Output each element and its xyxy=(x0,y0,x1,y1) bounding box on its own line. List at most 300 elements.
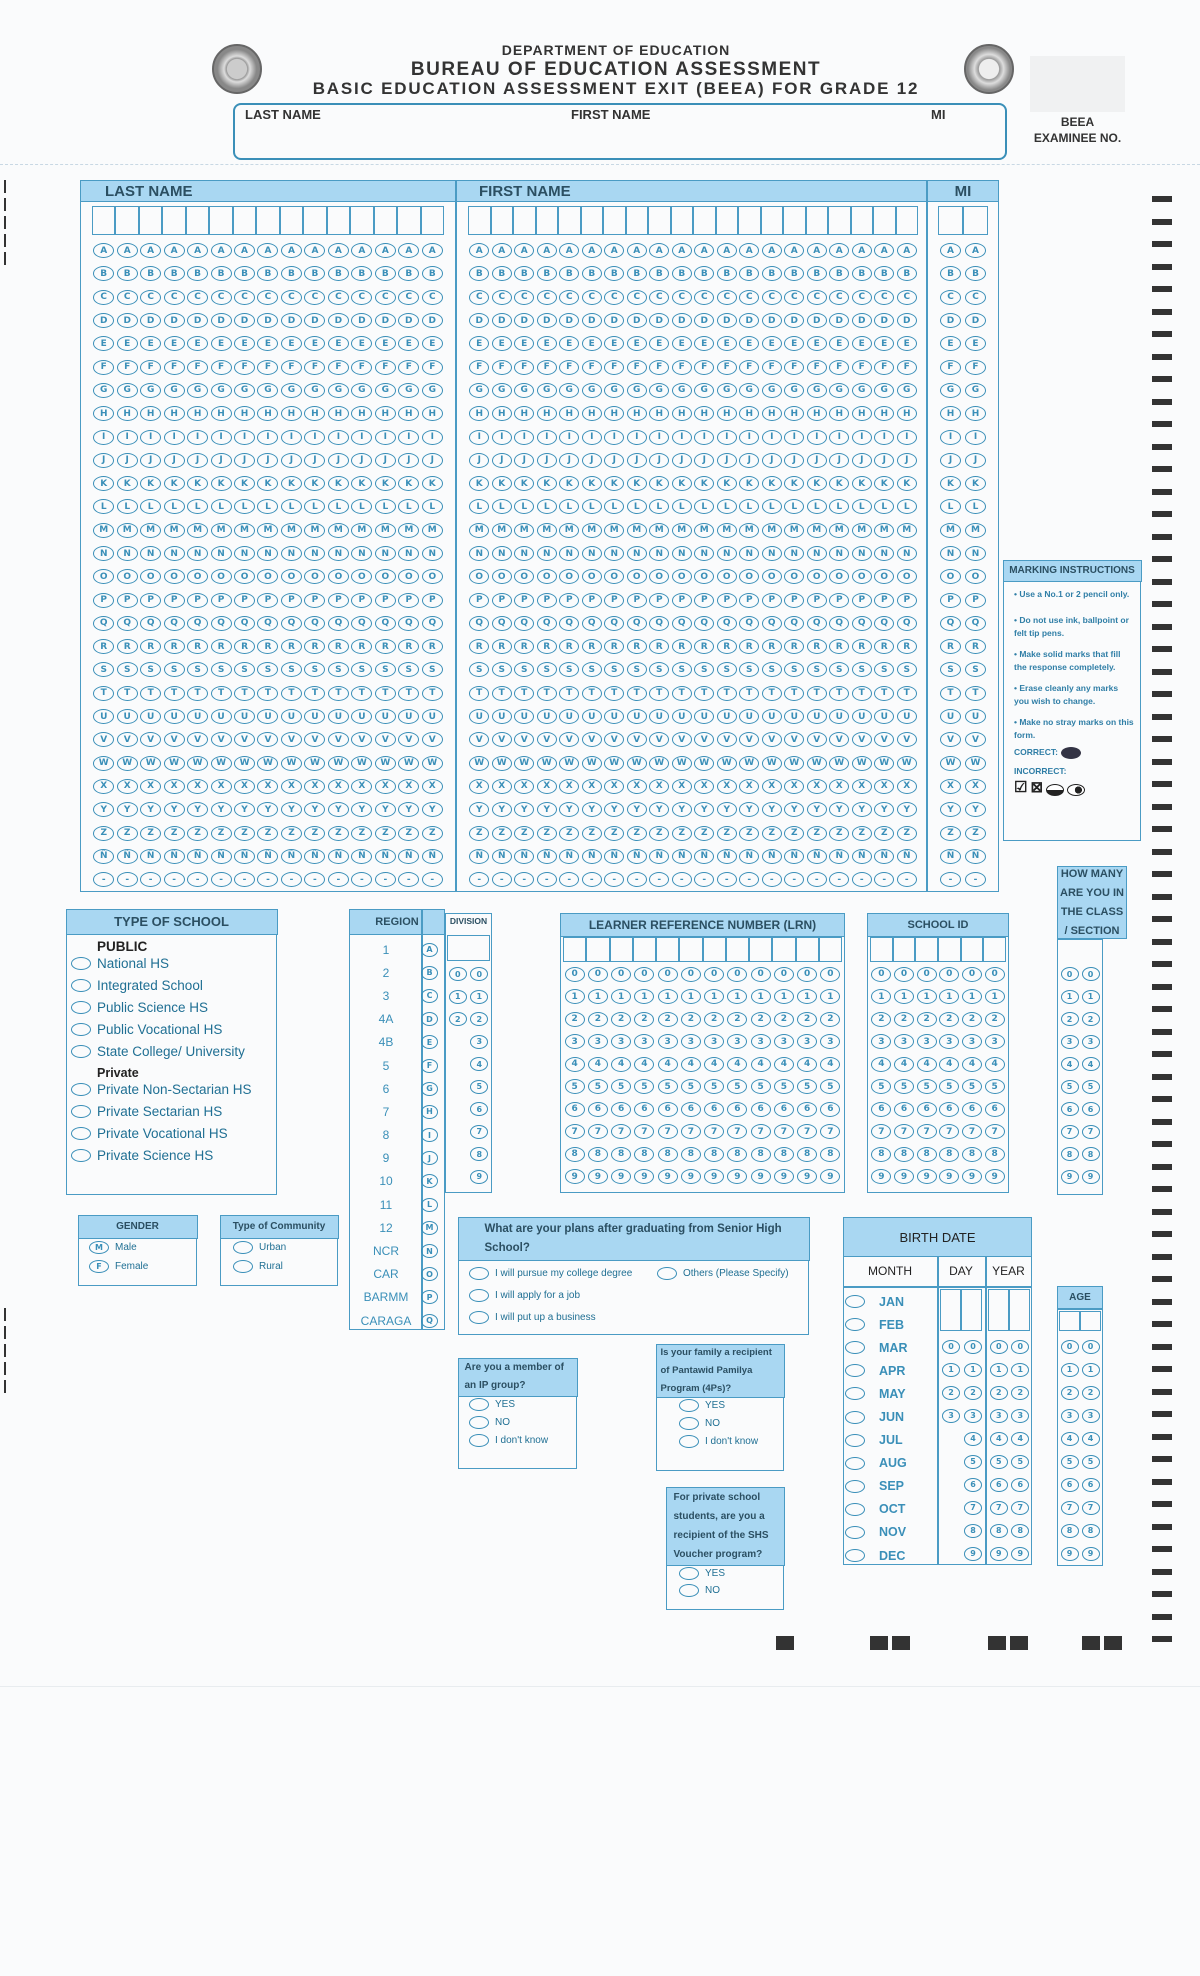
gender-female-option[interactable] xyxy=(89,1260,196,1273)
first-name-bubble[interactable]: G xyxy=(694,383,714,398)
first-name-bubble[interactable]: F xyxy=(829,360,849,375)
write-cell[interactable] xyxy=(633,937,656,962)
age-bubble[interactable]: 8 xyxy=(1082,1524,1100,1538)
last-name-bubble[interactable]: K xyxy=(422,476,443,491)
first-name-bubble[interactable]: - xyxy=(717,872,737,887)
lrn-bubble[interactable]: 8 xyxy=(774,1147,794,1162)
division-bubble[interactable]: 0 xyxy=(470,967,488,981)
write-cell[interactable] xyxy=(648,206,671,235)
first-name-bubble[interactable]: H xyxy=(582,406,602,421)
first-name-bubble[interactable]: Z xyxy=(784,826,804,841)
last-name-bubble[interactable]: - xyxy=(328,872,349,887)
first-name-bubble[interactable]: P xyxy=(559,593,579,608)
first-name-bubble[interactable]: H xyxy=(874,406,894,421)
lrn-bubble[interactable]: 3 xyxy=(611,1034,631,1049)
last-name-bubble[interactable]: V xyxy=(117,732,138,747)
first-name-bubble[interactable]: V xyxy=(649,732,669,747)
first-name-bubble[interactable]: G xyxy=(604,383,624,398)
year-bubble[interactable]: 8 xyxy=(990,1524,1008,1538)
write-cell[interactable] xyxy=(983,937,1006,962)
first-name-bubble[interactable]: B xyxy=(897,266,917,281)
class-count-bubble[interactable]: 4 xyxy=(1082,1057,1100,1071)
last-name-bubble[interactable]: E xyxy=(117,336,138,351)
year-bubble[interactable]: 4 xyxy=(1011,1432,1029,1446)
examinee-box[interactable] xyxy=(1030,56,1125,112)
first-name-bubble[interactable]: H xyxy=(514,406,534,421)
first-name-bubble[interactable]: T xyxy=(672,686,692,701)
last-name-bubble[interactable]: S xyxy=(234,662,255,677)
public-school-bubble[interactable] xyxy=(71,1001,91,1014)
last-name-bubble[interactable]: Y xyxy=(257,802,278,817)
last-name-bubble[interactable]: P xyxy=(211,593,232,608)
lrn-bubble[interactable]: 7 xyxy=(681,1124,701,1139)
first-name-bubble[interactable]: B xyxy=(672,266,692,281)
first-name-bubble[interactable]: T xyxy=(514,686,534,701)
mi-bubble[interactable]: P xyxy=(940,593,961,608)
region-row[interactable] xyxy=(351,1100,443,1123)
first-name-bubble[interactable]: E xyxy=(694,336,714,351)
last-name-bubble[interactable]: F xyxy=(93,360,114,375)
mi-bubble[interactable]: I xyxy=(940,430,961,445)
first-name-bubble[interactable]: U xyxy=(874,709,894,724)
last-name-bubble[interactable]: T xyxy=(164,686,185,701)
lrn-bubble[interactable]: 9 xyxy=(658,1169,678,1184)
last-name-bubble[interactable]: G xyxy=(140,383,161,398)
last-name-bubble[interactable]: Q xyxy=(398,616,419,631)
first-name-bubble[interactable]: I xyxy=(469,430,489,445)
first-name-bubble[interactable]: P xyxy=(717,593,737,608)
first-name-bubble[interactable]: D xyxy=(672,313,692,328)
first-name-bubble[interactable]: M xyxy=(784,523,804,538)
last-name-bubble[interactable]: X xyxy=(117,779,138,794)
first-name-bubble[interactable]: Y xyxy=(807,802,827,817)
last-name-bubble[interactable]: O xyxy=(328,569,349,584)
first-name-bubble[interactable]: H xyxy=(672,406,692,421)
last-name-bubble[interactable]: B xyxy=(187,266,208,281)
first-name-bubble[interactable]: S xyxy=(829,662,849,677)
first-name-bubble[interactable]: P xyxy=(537,593,557,608)
lrn-bubble[interactable]: 5 xyxy=(658,1079,678,1094)
lrn-bubble[interactable]: 7 xyxy=(565,1124,585,1139)
last-name-bubble[interactable]: D xyxy=(328,313,349,328)
month-bubble[interactable] xyxy=(845,1295,865,1308)
voucher-bubble[interactable] xyxy=(679,1567,699,1580)
last-name-bubble[interactable]: J xyxy=(164,453,185,468)
first-name-bubble[interactable]: K xyxy=(897,476,917,491)
first-name-bubble[interactable]: K xyxy=(649,476,669,491)
first-name-bubble[interactable]: P xyxy=(604,593,624,608)
division-bubble[interactable]: 5 xyxy=(470,1080,488,1094)
mi-bubble[interactable]: A xyxy=(965,243,986,258)
first-name-bubble[interactable]: L xyxy=(762,499,782,514)
last-name-bubble[interactable]: F xyxy=(257,360,278,375)
age-bubble[interactable]: 0 xyxy=(1061,1340,1079,1354)
first-name-bubble[interactable]: G xyxy=(852,383,872,398)
first-name-bubble[interactable]: Ñ xyxy=(762,849,782,864)
private-school-option[interactable] xyxy=(71,1126,276,1141)
last-name-bubble[interactable]: D xyxy=(164,313,185,328)
school-id-bubble[interactable]: 3 xyxy=(962,1034,982,1049)
last-name-bubble[interactable]: A xyxy=(351,243,372,258)
first-name-bubble[interactable]: I xyxy=(897,430,917,445)
last-name-bubble[interactable]: B xyxy=(164,266,185,281)
last-name-bubble[interactable]: Q xyxy=(140,616,161,631)
first-name-bubble[interactable]: Z xyxy=(694,826,714,841)
first-name-bubble[interactable]: F xyxy=(649,360,669,375)
first-name-bubble[interactable]: - xyxy=(582,872,602,887)
first-name-bubble[interactable]: T xyxy=(559,686,579,701)
last-name-bubble[interactable]: N xyxy=(375,546,396,561)
lrn-bubble[interactable]: 4 xyxy=(634,1057,654,1072)
first-name-bubble[interactable]: N xyxy=(694,546,714,561)
first-name-bubble[interactable]: X xyxy=(762,779,782,794)
first-name-bubble[interactable]: N xyxy=(559,546,579,561)
first-name-bubble[interactable]: M xyxy=(604,523,624,538)
division-bubble[interactable]: 1 xyxy=(470,990,488,1004)
fourps-bubble[interactable] xyxy=(679,1417,699,1430)
fourps-option[interactable] xyxy=(679,1399,783,1412)
lrn-bubble[interactable]: 5 xyxy=(820,1079,840,1094)
school-id-bubble[interactable]: 2 xyxy=(894,1012,914,1027)
school-id-bubble[interactable]: 6 xyxy=(939,1102,959,1117)
lrn-bubble[interactable]: 8 xyxy=(634,1147,654,1162)
first-name-bubble[interactable]: B xyxy=(694,266,714,281)
last-name-bubble[interactable]: D xyxy=(93,313,114,328)
lrn-bubble[interactable]: 3 xyxy=(704,1034,724,1049)
school-id-bubble[interactable]: 5 xyxy=(894,1079,914,1094)
last-name-bubble[interactable]: A xyxy=(398,243,419,258)
last-name-bubble[interactable]: I xyxy=(93,430,114,445)
year-bubble[interactable]: 8 xyxy=(1011,1524,1029,1538)
last-name-bubble[interactable]: O xyxy=(187,569,208,584)
first-name-bubble[interactable]: J xyxy=(829,453,849,468)
last-name-bubble[interactable]: Q xyxy=(234,616,255,631)
day-bubble[interactable]: 1 xyxy=(964,1363,982,1377)
first-name-bubble[interactable]: Y xyxy=(604,802,624,817)
lrn-bubble[interactable]: 2 xyxy=(751,1012,771,1027)
mi-bubble[interactable]: I xyxy=(965,430,986,445)
first-name-bubble[interactable]: I xyxy=(559,430,579,445)
year-bubble[interactable]: 6 xyxy=(990,1478,1008,1492)
first-name-bubble[interactable]: R xyxy=(807,639,827,654)
last-name-bubble[interactable]: N xyxy=(164,546,185,561)
last-name-bubble[interactable]: Z xyxy=(93,826,114,841)
first-name-bubble[interactable]: D xyxy=(717,313,737,328)
school-id-bubble[interactable]: 9 xyxy=(985,1169,1005,1184)
last-name-bubble[interactable]: A xyxy=(281,243,302,258)
last-name-bubble[interactable]: B xyxy=(422,266,443,281)
region-row[interactable] xyxy=(351,1309,443,1332)
month-option[interactable] xyxy=(845,1521,937,1544)
first-name-bubble[interactable]: C xyxy=(537,290,557,305)
public-school-bubble[interactable] xyxy=(71,979,91,992)
first-name-bubble[interactable]: W xyxy=(672,756,692,771)
last-name-bubble[interactable]: Y xyxy=(187,802,208,817)
first-name-bubble[interactable]: A xyxy=(762,243,782,258)
first-name-bubble[interactable]: Y xyxy=(717,802,737,817)
day-bubble[interactable]: 2 xyxy=(942,1386,960,1400)
last-name-bubble[interactable]: R xyxy=(234,639,255,654)
last-name-bubble[interactable]: G xyxy=(304,383,325,398)
first-name-bubble[interactable]: L xyxy=(672,499,692,514)
last-name-bubble[interactable]: B xyxy=(211,266,232,281)
last-name-bubble[interactable]: H xyxy=(375,406,396,421)
first-name-bubble[interactable]: N xyxy=(807,546,827,561)
first-name-bubble[interactable]: J xyxy=(784,453,804,468)
first-name-bubble[interactable]: - xyxy=(627,872,647,887)
last-name-bubble[interactable]: M xyxy=(93,523,114,538)
first-name-bubble[interactable]: D xyxy=(492,313,512,328)
first-name-bubble[interactable]: X xyxy=(874,779,894,794)
mi-bubble[interactable]: M xyxy=(940,523,961,538)
first-name-bubble[interactable]: O xyxy=(717,569,737,584)
school-id-bubble[interactable]: 5 xyxy=(871,1079,891,1094)
first-name-bubble[interactable]: Q xyxy=(559,616,579,631)
age-bubble[interactable]: 6 xyxy=(1082,1478,1100,1492)
first-name-bubble[interactable]: I xyxy=(739,430,759,445)
write-cell[interactable] xyxy=(828,206,851,235)
first-name-bubble[interactable]: Z xyxy=(559,826,579,841)
first-name-bubble[interactable]: H xyxy=(762,406,782,421)
lrn-bubble[interactable]: 1 xyxy=(704,989,724,1004)
first-name-bubble[interactable]: M xyxy=(807,523,827,538)
mi-bubble[interactable]: O xyxy=(965,569,986,584)
first-name-bubble[interactable]: I xyxy=(694,430,714,445)
first-name-bubble[interactable]: H xyxy=(559,406,579,421)
school-id-bubble[interactable]: 1 xyxy=(894,989,914,1004)
last-name-bubble[interactable]: E xyxy=(234,336,255,351)
last-name-bubble[interactable]: Ñ xyxy=(93,849,114,864)
first-name-bubble[interactable]: B xyxy=(514,266,534,281)
first-name-bubble[interactable]: W xyxy=(604,756,624,771)
mi-bubble[interactable]: U xyxy=(940,709,961,724)
first-name-bubble[interactable]: O xyxy=(627,569,647,584)
class-count-bubble[interactable]: 0 xyxy=(1082,967,1100,981)
class-count-bubble[interactable]: 5 xyxy=(1082,1080,1100,1094)
first-name-bubble[interactable]: C xyxy=(582,290,602,305)
last-name-bubble[interactable]: Z xyxy=(304,826,325,841)
first-name-bubble[interactable]: L xyxy=(739,499,759,514)
first-name-bubble[interactable]: F xyxy=(897,360,917,375)
last-name-bubble[interactable]: Q xyxy=(422,616,443,631)
write-cell[interactable] xyxy=(870,937,893,962)
first-name-bubble[interactable]: E xyxy=(469,336,489,351)
last-name-bubble[interactable]: Ñ xyxy=(257,849,278,864)
lrn-bubble[interactable]: 0 xyxy=(727,967,747,982)
first-name-bubble[interactable]: X xyxy=(559,779,579,794)
write-cell[interactable] xyxy=(819,937,842,962)
first-name-bubble[interactable]: R xyxy=(784,639,804,654)
last-name-bubble[interactable]: G xyxy=(328,383,349,398)
first-name-bubble[interactable]: T xyxy=(852,686,872,701)
write-cell[interactable] xyxy=(209,206,232,235)
write-cell[interactable] xyxy=(726,937,749,962)
first-name-bubble[interactable]: G xyxy=(672,383,692,398)
first-name-bubble[interactable]: I xyxy=(874,430,894,445)
last-name-bubble[interactable]: Z xyxy=(375,826,396,841)
first-name-bubble[interactable]: Z xyxy=(514,826,534,841)
mi-bubble[interactable]: B xyxy=(940,266,961,281)
last-name-bubble[interactable]: V xyxy=(398,732,419,747)
first-name-bubble[interactable]: B xyxy=(537,266,557,281)
write-cell[interactable] xyxy=(186,206,209,235)
month-bubble[interactable] xyxy=(845,1526,865,1539)
first-name-bubble[interactable]: V xyxy=(492,732,512,747)
first-name-bubble[interactable]: X xyxy=(627,779,647,794)
lrn-bubble[interactable]: 4 xyxy=(658,1057,678,1072)
first-name-bubble[interactable]: Z xyxy=(762,826,782,841)
month-bubble[interactable] xyxy=(845,1387,865,1400)
age-bubble[interactable]: 2 xyxy=(1082,1386,1100,1400)
last-name-bubble[interactable]: - xyxy=(375,872,396,887)
school-id-bubble[interactable]: 0 xyxy=(917,967,937,982)
first-name-bubble[interactable]: C xyxy=(627,290,647,305)
month-bubble[interactable] xyxy=(845,1364,865,1377)
year-bubble[interactable]: 9 xyxy=(1011,1547,1029,1561)
lrn-bubble[interactable]: 3 xyxy=(565,1034,585,1049)
first-name-bubble[interactable]: K xyxy=(694,476,714,491)
write-cell[interactable] xyxy=(738,206,761,235)
region-bubble[interactable]: J xyxy=(421,1151,438,1165)
write-cell[interactable] xyxy=(513,206,536,235)
last-name-bubble[interactable]: I xyxy=(351,430,372,445)
first-name-bubble[interactable]: D xyxy=(627,313,647,328)
school-id-bubble[interactable]: 1 xyxy=(939,989,959,1004)
last-name-bubble[interactable]: K xyxy=(234,476,255,491)
first-name-bubble[interactable]: X xyxy=(807,779,827,794)
last-name-bubble[interactable]: B xyxy=(398,266,419,281)
lrn-bubble[interactable]: 8 xyxy=(588,1147,608,1162)
last-name-bubble[interactable]: T xyxy=(117,686,138,701)
school-id-bubble[interactable]: 7 xyxy=(962,1124,982,1139)
first-name-bubble[interactable]: Z xyxy=(874,826,894,841)
ip-group-option[interactable] xyxy=(469,1416,576,1429)
last-name-bubble[interactable]: J xyxy=(422,453,443,468)
first-name-bubble[interactable]: D xyxy=(739,313,759,328)
last-name-bubble[interactable]: M xyxy=(351,523,372,538)
lrn-bubble[interactable]: 9 xyxy=(681,1169,701,1184)
month-option[interactable] xyxy=(845,1429,937,1452)
first-name-bubble[interactable]: R xyxy=(649,639,669,654)
last-name-bubble[interactable]: - xyxy=(304,872,325,887)
last-name-bubble[interactable]: Y xyxy=(234,802,255,817)
first-name-bubble[interactable]: L xyxy=(897,499,917,514)
write-cell[interactable] xyxy=(421,206,444,235)
last-name-bubble[interactable]: V xyxy=(351,732,372,747)
last-name-bubble[interactable]: A xyxy=(140,243,161,258)
lrn-bubble[interactable]: 5 xyxy=(588,1079,608,1094)
first-name-bubble[interactable]: A xyxy=(852,243,872,258)
first-name-bubble[interactable]: A xyxy=(694,243,714,258)
last-name-bubble[interactable]: O xyxy=(211,569,232,584)
school-id-bubble[interactable]: 1 xyxy=(871,989,891,1004)
mi-bubble[interactable]: Q xyxy=(965,616,986,631)
first-name-bubble[interactable]: W xyxy=(852,756,872,771)
last-name-bubble[interactable]: G xyxy=(281,383,302,398)
last-name-bubble[interactable]: - xyxy=(281,872,302,887)
first-name-bubble[interactable]: S xyxy=(784,662,804,677)
first-name-bubble[interactable]: M xyxy=(514,523,534,538)
last-name-bubble[interactable]: D xyxy=(281,313,302,328)
region-row[interactable] xyxy=(351,1147,443,1170)
last-name-bubble[interactable]: C xyxy=(187,290,208,305)
last-name-bubble[interactable]: I xyxy=(164,430,185,445)
last-name-bubble[interactable]: C xyxy=(117,290,138,305)
school-id-bubble[interactable]: 0 xyxy=(871,967,891,982)
first-name-bubble[interactable]: G xyxy=(469,383,489,398)
first-name-bubble[interactable]: C xyxy=(829,290,849,305)
lrn-bubble[interactable]: 0 xyxy=(588,967,608,982)
last-name-bubble[interactable]: W xyxy=(187,756,208,771)
last-name-bubble[interactable]: H xyxy=(398,406,419,421)
last-name-bubble[interactable]: A xyxy=(422,243,443,258)
first-name-bubble[interactable]: R xyxy=(559,639,579,654)
first-name-bubble[interactable]: E xyxy=(807,336,827,351)
first-name-bubble[interactable]: E xyxy=(627,336,647,351)
last-name-bubble[interactable]: O xyxy=(234,569,255,584)
day-bubble[interactable]: 6 xyxy=(964,1478,982,1492)
lrn-bubble[interactable]: 4 xyxy=(704,1057,724,1072)
first-name-bubble[interactable]: R xyxy=(694,639,714,654)
first-name-bubble[interactable]: P xyxy=(582,593,602,608)
last-name-bubble[interactable]: S xyxy=(375,662,396,677)
first-name-bubble[interactable]: S xyxy=(762,662,782,677)
write-cell[interactable] xyxy=(586,937,609,962)
school-id-bubble[interactable]: 4 xyxy=(871,1057,891,1072)
write-cell[interactable] xyxy=(92,206,115,235)
first-name-bubble[interactable]: A xyxy=(649,243,669,258)
first-name-bubble[interactable]: R xyxy=(897,639,917,654)
first-name-bubble[interactable]: R xyxy=(739,639,759,654)
last-name-bubble[interactable]: M xyxy=(257,523,278,538)
last-name-bubble[interactable]: F xyxy=(117,360,138,375)
first-name-bubble[interactable]: R xyxy=(672,639,692,654)
lrn-bubble[interactable]: 2 xyxy=(704,1012,724,1027)
first-name-bubble[interactable]: Y xyxy=(514,802,534,817)
first-name-bubble[interactable]: S xyxy=(514,662,534,677)
lrn-bubble[interactable]: 3 xyxy=(727,1034,747,1049)
lrn-bubble[interactable]: 1 xyxy=(634,989,654,1004)
last-name-bubble[interactable]: J xyxy=(375,453,396,468)
last-name-bubble[interactable]: F xyxy=(351,360,372,375)
private-school-bubble[interactable] xyxy=(71,1149,91,1162)
school-id-bubble[interactable]: 0 xyxy=(985,967,1005,982)
first-name-bubble[interactable]: P xyxy=(874,593,894,608)
last-name-bubble[interactable]: S xyxy=(187,662,208,677)
month-bubble[interactable] xyxy=(845,1341,865,1354)
last-name-bubble[interactable]: R xyxy=(351,639,372,654)
last-name-bubble[interactable]: U xyxy=(375,709,396,724)
last-name-bubble[interactable]: S xyxy=(398,662,419,677)
private-school-bubble[interactable] xyxy=(71,1127,91,1140)
lrn-bubble[interactable]: 7 xyxy=(704,1124,724,1139)
first-name-bubble[interactable]: Ñ xyxy=(739,849,759,864)
lrn-bubble[interactable]: 9 xyxy=(634,1169,654,1184)
write-cell[interactable] xyxy=(961,937,984,962)
lrn-bubble[interactable]: 5 xyxy=(611,1079,631,1094)
mi-bubble[interactable]: - xyxy=(965,872,986,887)
school-id-bubble[interactable]: 4 xyxy=(962,1057,982,1072)
first-name-bubble[interactable]: - xyxy=(897,872,917,887)
last-name-bubble[interactable]: - xyxy=(187,872,208,887)
last-name-bubble[interactable]: R xyxy=(93,639,114,654)
last-name-bubble[interactable]: A xyxy=(304,243,325,258)
last-name-bubble[interactable]: U xyxy=(234,709,255,724)
write-cell[interactable] xyxy=(558,206,581,235)
last-name-bubble[interactable]: B xyxy=(93,266,114,281)
first-name-bubble[interactable]: V xyxy=(762,732,782,747)
first-name-bubble[interactable]: T xyxy=(582,686,602,701)
